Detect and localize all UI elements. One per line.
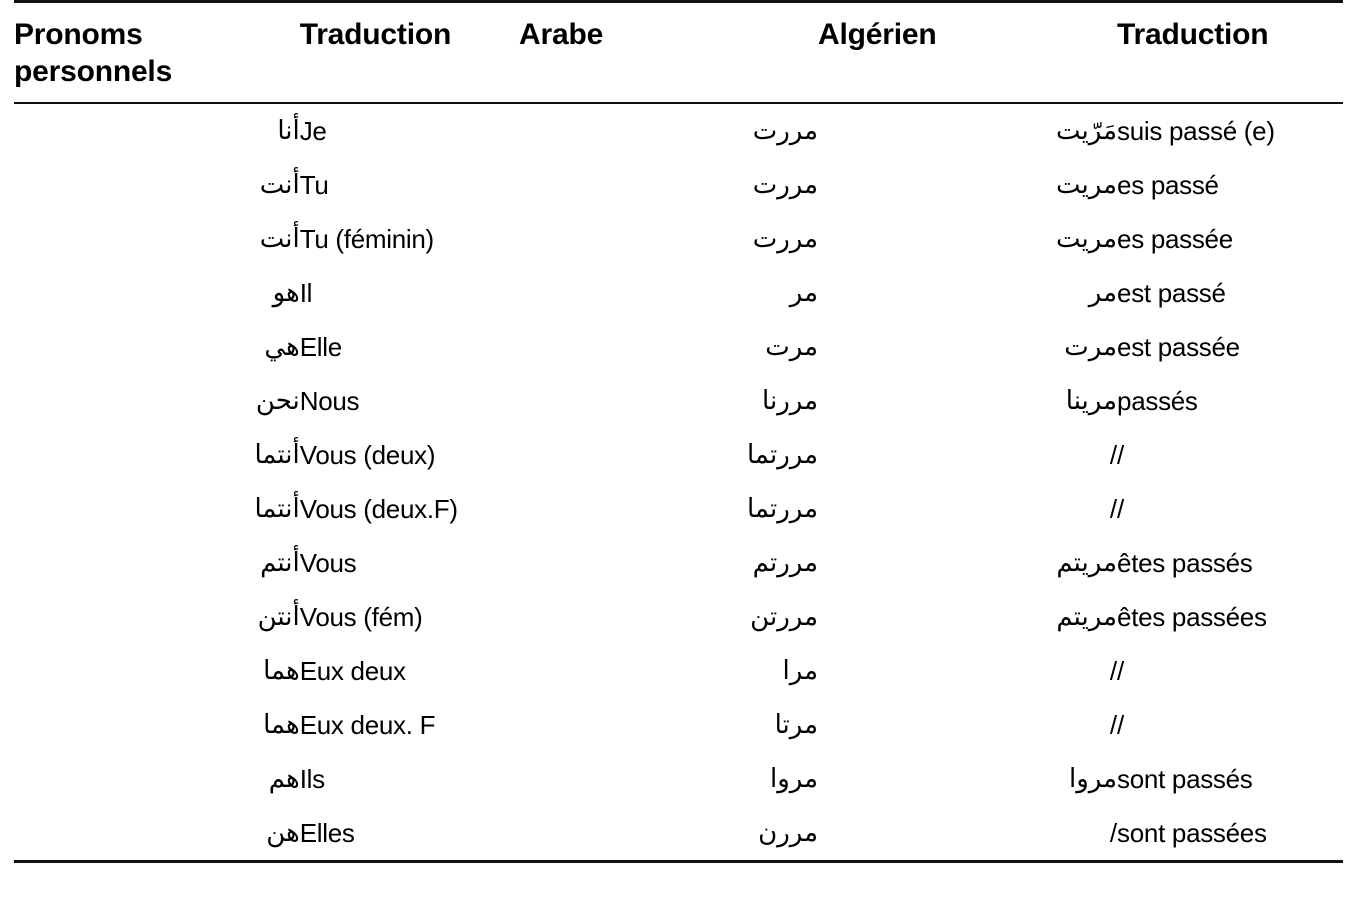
cell-traduction-2: es passée bbox=[1117, 223, 1233, 254]
cell-algerien: مريت bbox=[1056, 223, 1118, 254]
cell-traduction-2: / bbox=[1117, 439, 1124, 470]
column-header-pronoms-line2: personnels bbox=[14, 54, 173, 88]
cell-algerien: مريت bbox=[1056, 169, 1118, 200]
cell-traduction-2: sont passées bbox=[1117, 817, 1267, 848]
cell-algerien: / bbox=[1109, 655, 1118, 686]
conjugation-table-body bbox=[14, 104, 1343, 860]
table-row bbox=[14, 698, 1343, 752]
cell-traduction-1: Eux deux bbox=[299, 655, 406, 686]
column-header-algerien: Algérien bbox=[818, 18, 937, 51]
cell-arabe: مررن bbox=[758, 817, 819, 848]
cell-traduction-1: Ils bbox=[299, 763, 325, 794]
conjugation-table bbox=[14, 3, 1343, 100]
cell-pronom: أنت bbox=[259, 169, 300, 200]
cell-arabe: مررتما bbox=[747, 439, 819, 470]
cell-algerien: / bbox=[1109, 709, 1118, 740]
cell-traduction-1: Elle bbox=[299, 331, 342, 362]
cell-traduction-1: Elles bbox=[299, 817, 355, 848]
cell-traduction-1: Vous (deux.F) bbox=[299, 493, 458, 524]
cell-pronom: أنت bbox=[259, 223, 300, 254]
cell-arabe: مروا bbox=[769, 763, 819, 794]
cell-algerien: مَرّيت bbox=[1056, 115, 1118, 146]
cell-traduction-1: Je bbox=[299, 115, 327, 146]
cell-algerien: مر bbox=[1088, 277, 1118, 308]
cell-traduction-1: Vous (fém) bbox=[299, 601, 423, 632]
table-row bbox=[14, 158, 1343, 212]
cell-traduction-1: Vous (deux) bbox=[299, 439, 436, 470]
cell-traduction-1: Nous bbox=[299, 385, 360, 416]
cell-traduction-2: / bbox=[1117, 655, 1124, 686]
cell-traduction-1: Tu (féminin) bbox=[299, 223, 434, 254]
cell-algerien: مرت bbox=[1064, 331, 1118, 362]
cell-traduction-2: est passé bbox=[1117, 277, 1226, 308]
table-bottom-rule bbox=[14, 860, 1343, 863]
cell-traduction-1: Vous bbox=[299, 547, 357, 578]
cell-arabe: مررنا bbox=[762, 385, 819, 416]
table-row bbox=[14, 644, 1343, 698]
cell-algerien: مرينا bbox=[1065, 385, 1118, 416]
cell-traduction-1: Eux deux. F bbox=[299, 709, 436, 740]
column-header-pronoms bbox=[14, 3, 300, 100]
column-header-traduction-2: Traduction bbox=[1117, 18, 1269, 51]
cell-algerien: / bbox=[1109, 493, 1118, 524]
cell-traduction-1: Tu bbox=[299, 169, 329, 200]
cell-arabe: مرت bbox=[765, 331, 819, 362]
cell-arabe: مررتن bbox=[750, 601, 819, 632]
cell-arabe: مررتم bbox=[752, 547, 819, 578]
cell-pronom: هو bbox=[272, 277, 300, 308]
table-row bbox=[14, 428, 1343, 482]
cell-traduction-2: sont passés bbox=[1117, 763, 1253, 794]
cell-arabe: مررت bbox=[752, 115, 819, 146]
cell-traduction-1: Il bbox=[299, 277, 313, 308]
table-row bbox=[14, 374, 1343, 428]
cell-traduction-2: / bbox=[1117, 709, 1124, 740]
cell-pronom: هما bbox=[263, 655, 300, 686]
cell-arabe: مررتما bbox=[747, 493, 819, 524]
table-row bbox=[14, 266, 1343, 320]
cell-traduction-2: êtes passées bbox=[1117, 601, 1267, 632]
cell-pronom: نحن bbox=[255, 385, 300, 416]
table-row bbox=[14, 590, 1343, 644]
cell-algerien: / bbox=[1109, 439, 1118, 470]
table-row bbox=[14, 320, 1343, 374]
table-row bbox=[14, 806, 1343, 860]
cell-pronom: هن bbox=[266, 817, 300, 848]
cell-algerien: مروا bbox=[1068, 763, 1118, 794]
cell-pronom: هي bbox=[264, 331, 300, 362]
cell-pronom: هما bbox=[263, 709, 300, 740]
column-header-arabe: Arabe bbox=[519, 18, 604, 51]
table-row bbox=[14, 104, 1343, 158]
cell-traduction-2: es passé bbox=[1117, 169, 1219, 200]
cell-pronom: أنا bbox=[277, 115, 300, 146]
cell-algerien: / bbox=[1109, 817, 1118, 848]
column-header-pronoms-line1: Pronoms bbox=[14, 18, 143, 51]
table-row bbox=[14, 482, 1343, 536]
cell-pronom: أنتما bbox=[254, 439, 300, 470]
cell-pronom: أنتن bbox=[257, 601, 300, 632]
table-body bbox=[14, 104, 1343, 860]
cell-algerien: مريتم bbox=[1056, 547, 1118, 578]
column-header-traduction-1: Traduction bbox=[299, 18, 452, 51]
cell-traduction-2: passés bbox=[1117, 385, 1198, 416]
cell-algerien: مريتم bbox=[1056, 601, 1118, 632]
cell-arabe: مررت bbox=[752, 223, 819, 254]
cell-traduction-2: est passée bbox=[1117, 331, 1240, 362]
table-row bbox=[14, 536, 1343, 590]
cell-pronom: أنتما bbox=[254, 493, 300, 524]
cell-arabe: مررت bbox=[752, 169, 819, 200]
cell-traduction-2: / bbox=[1117, 493, 1124, 524]
table-row bbox=[14, 212, 1343, 266]
cell-traduction-2: suis passé (e) bbox=[1117, 115, 1275, 146]
cell-pronom: أنتم bbox=[260, 547, 300, 578]
cell-arabe: مرتا bbox=[774, 709, 819, 740]
cell-arabe: مرا bbox=[782, 655, 819, 686]
table-header bbox=[14, 3, 1343, 100]
table-row bbox=[14, 752, 1343, 806]
cell-traduction-2: êtes passés bbox=[1117, 547, 1253, 578]
cell-arabe: مر bbox=[789, 277, 819, 308]
cell-pronom: هم bbox=[268, 763, 300, 794]
